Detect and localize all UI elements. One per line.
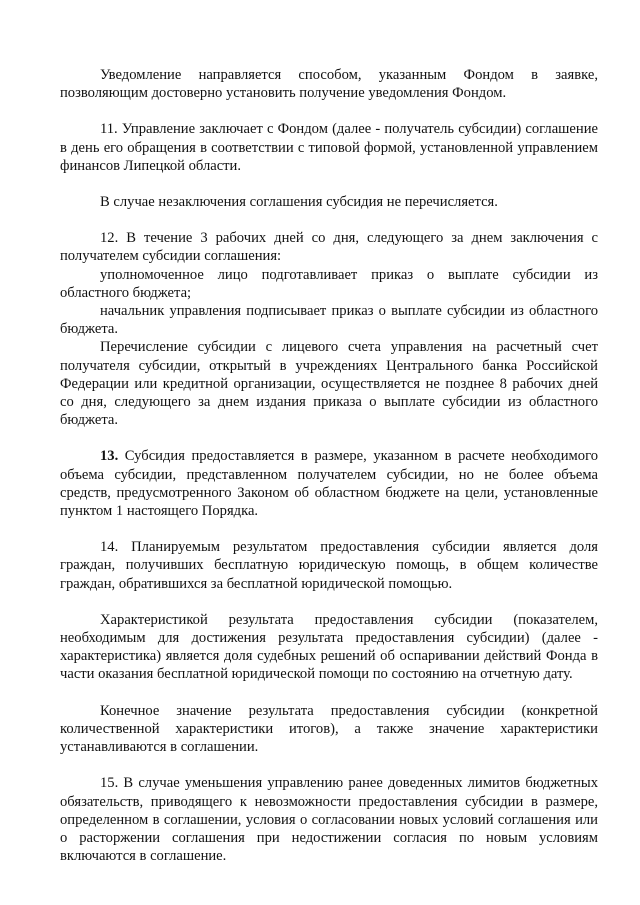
paragraph-gap <box>60 175 598 193</box>
paragraph-characteristic <box>60 611 598 684</box>
paragraph-text: начальник управления подписывает приказ о выплате субсидии из областного бюджета. <box>60 303 598 338</box>
paragraph-gap <box>60 684 598 702</box>
paragraph-transfer <box>60 338 598 429</box>
paragraph-gap <box>60 211 598 229</box>
paragraph-gap <box>60 520 598 538</box>
paragraph-text: В случае уменьшения управлению ранее доведенных лимитов бюджетных обязательств, приводящего к невозможности предоставления субсидии в размере, определенном в соглашении, условия о согласовании новых условий соглашения или о расторжении соглашения при недостижении согласия по новым условиям включаются в соглашение. <box>60 775 598 865</box>
paragraph-item-15 <box>60 774 598 865</box>
paragraph-text: Характеристикой результата предоставления субсидии (показателем, необходимым для достижения результата предоставления субсидии) (далее - характеристика) является доля судебных решений об оспаривании действий Фонда в части оказания бесплатной юридической помощи по состоянию на отчетную дату. <box>60 611 598 683</box>
paragraph-item-12-sub-1 <box>60 266 598 302</box>
paragraph-item-11 <box>60 120 598 175</box>
paragraph-item-14 <box>60 538 598 593</box>
paragraph-notification <box>60 66 598 102</box>
paragraph-final-value <box>60 702 598 757</box>
paragraph-gap <box>60 102 598 120</box>
paragraph-item-12 <box>60 229 598 265</box>
item-number: 14. <box>100 539 119 556</box>
paragraph-gap <box>60 756 598 774</box>
paragraph-text: Планируемым результатом предоставления субсидии является доля граждан, получивших бесплатную юридическую помощь, в общем количестве граждан, обратившихся за бесплатной юридической помощью. <box>60 539 598 592</box>
paragraph-gap <box>60 593 598 611</box>
paragraph-text: Конечное значение результата предоставления субсидии (конкретной количественной характеристики итогов), а также значение характеристики устанавливаются в соглашении. <box>60 702 598 756</box>
paragraph-no-agreement <box>60 193 598 211</box>
paragraph-item-12-sub-2 <box>60 302 598 338</box>
paragraph-text: В случае незаключения соглашения субсидия не перечисляется. <box>100 194 498 211</box>
paragraph-text: В течение 3 рабочих дней со дня, следующего за днем заключения с получателем субсидии соглашения: <box>60 230 598 265</box>
paragraph-text: Управление заключает с Фондом (далее - получатель субсидии) соглашение в день его обращения в соответствии с типовой формой, установленной управлением финансов Липецкой области. <box>60 121 598 174</box>
item-number: 12. <box>100 230 119 247</box>
item-number: 13. <box>100 448 119 465</box>
paragraph-text: Перечисление субсидии с лицевого счета управления на расчетный счет получателя субсидии, открытый в учреждениях Центрального банка Российской Федерации или кредитной организации, осуществляется не позднее 8 рабочих дней со дня, следующего за днем издания приказа о выплате субсидии из областного бюджета. <box>60 339 598 429</box>
paragraph-text: Уведомление направляется способом, указанным Фондом в заявке, позволяющим достоверно установить получение уведомления Фондом. <box>60 67 598 102</box>
paragraph-item-13 <box>60 447 598 520</box>
item-number: 11. <box>100 121 118 138</box>
paragraph-text: уполномоченное лицо подготавливает приказ о выплате субсидии из областного бюджета; <box>60 266 598 301</box>
paragraph-text: Субсидия предоставляется в размере, указанном в расчете необходимого объема субсидии, представленном получателем субсидии, но не более объема средств, предусмотренного Законом об областном бюджете на цели, установленные пунктом 1 настоящего Порядка. <box>60 448 598 520</box>
item-number: 15. <box>100 775 119 792</box>
paragraph-gap <box>60 429 598 447</box>
